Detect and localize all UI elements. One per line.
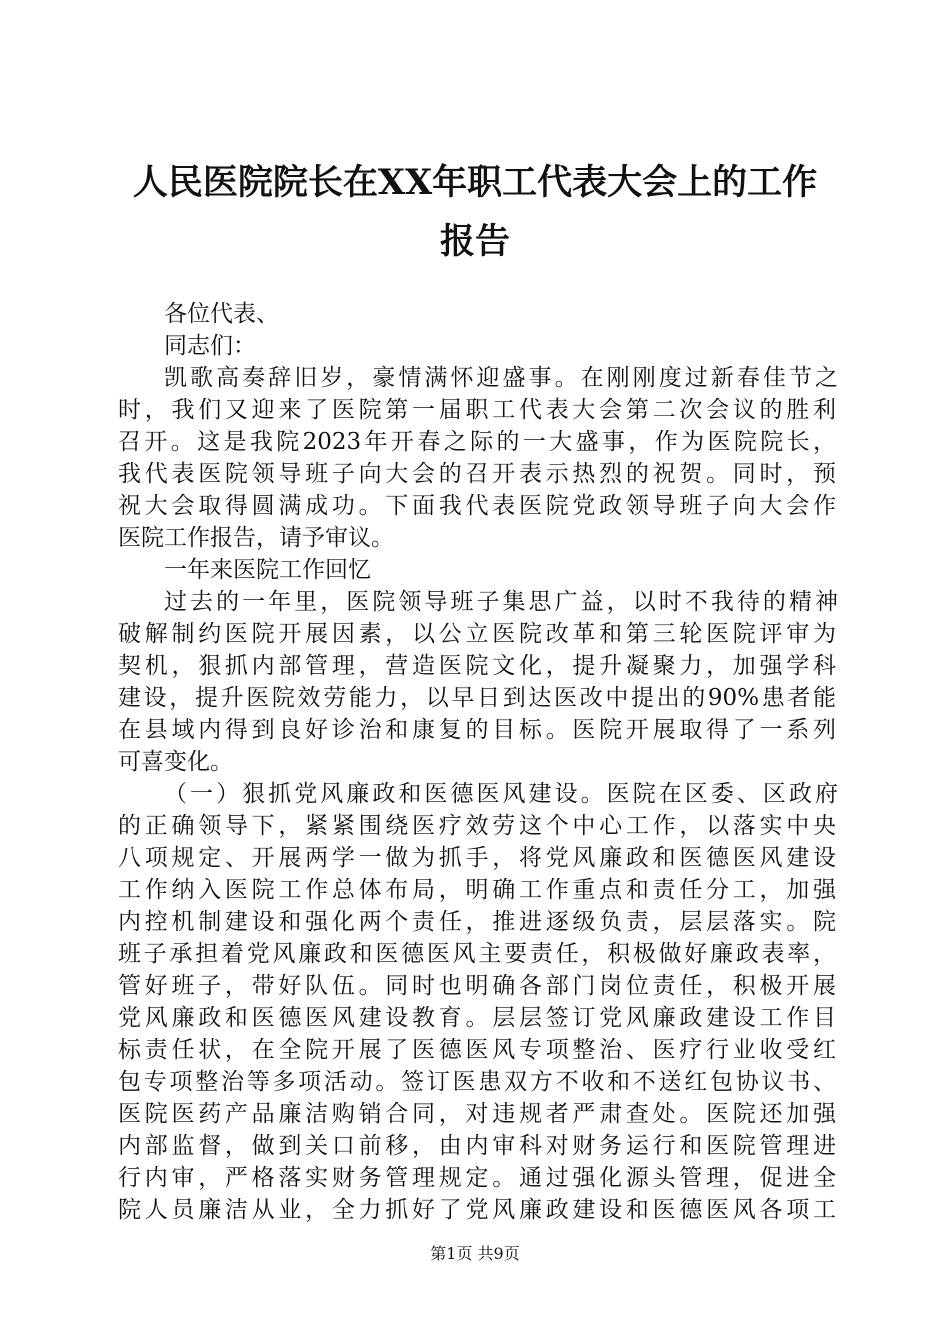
paragraph-line: 祝大会取得圆满成功。下面我代表医院党政领导班子向大会作 — [118, 493, 836, 519]
section-heading: 一年来医院工作回忆 — [164, 557, 371, 583]
paragraph-line: 契机，狠抓内部管理，营造医院文化，提升凝聚力，加强学科 — [118, 653, 836, 679]
paragraph-line: 八项规定、开展两学一做为抓手，将党风廉政和医德医风建设 — [118, 845, 836, 871]
paragraph-line: 行内审，严格落实财务管理规定。通过强化源头管理，促进全 — [118, 1165, 836, 1191]
paragraph-line: 内控机制建设和强化两个责任，推进逐级负责，层层落实。院 — [118, 909, 836, 935]
paragraph-line: 过去的一年里，医院领导班子集思广益，以时不我待的精神 — [164, 589, 838, 615]
paragraph-line: 班子承担着党风廉政和医德医风主要责任，积极做好廉政表率， — [118, 941, 836, 967]
salutation-line: 同志们： — [164, 333, 256, 359]
paragraph-line: （一）狠抓党风廉政和医德医风建设。医院在区委、区政府 — [164, 781, 838, 807]
document-title-line-1: 人民医院院长在XX年职工代表大会上的工作 — [132, 162, 818, 203]
paragraph-line: 管好班子，带好队伍。同时也明确各部门岗位责任，积极开展 — [118, 973, 836, 999]
paragraph-line: 时，我们又迎来了医院第一届职工代表大会第二次会议的胜利 — [118, 397, 836, 423]
paragraph-line: 包专项整治等多项活动。签订医患双方不收和不送红包协议书、 — [118, 1069, 836, 1095]
paragraph-line: 破解制约医院开展因素，以公立医院改革和第三轮医院评审为 — [118, 621, 836, 647]
paragraph-line: 我代表医院领导班子向大会的召开表示热烈的祝贺。同时，预 — [118, 461, 836, 487]
paragraph-line: 内部监督，做到关口前移，由内审科对财务运行和医院管理进 — [118, 1133, 836, 1159]
paragraph-line: 院人员廉洁从业，全力抓好了党风廉政建设和医德医风各项工 — [118, 1197, 836, 1223]
page-number-footer: 第1页 共9页 — [430, 1244, 520, 1263]
paragraph-line: 的正确领导下，紧紧围绕医疗效劳这个中心工作，以落实中央 — [118, 813, 836, 839]
paragraph-line: 召开。这是我院2023年开春之际的一大盛事，作为医院院长， — [118, 429, 836, 455]
paragraph-line: 医院工作报告，请予审议。 — [118, 525, 394, 551]
paragraph-line: 建设，提升医院效劳能力，以早日到达医改中提出的90%患者能 — [118, 685, 836, 711]
document-body — [118, 298, 838, 1226]
paragraph-line: 凯歌高奏辞旧岁，豪情满怀迎盛事。在刚刚度过新春佳节之 — [164, 365, 838, 391]
paragraph-line: 医院医药产品廉洁购销合同，对违规者严肃查处。医院还加强 — [118, 1101, 836, 1127]
salutation-line: 各位代表、 — [164, 301, 279, 327]
paragraph-line: 标责任状，在全院开展了医德医风专项整治、医疗行业收受红 — [118, 1037, 836, 1063]
paragraph-line: 工作纳入医院工作总体布局，明确工作重点和责任分工，加强 — [118, 877, 836, 903]
document-title-line-2: 报告 — [439, 221, 510, 262]
paragraph-line: 可喜变化。 — [118, 749, 233, 775]
paragraph-line: 在县域内得到良好诊治和康复的目标。医院开展取得了一系列 — [118, 717, 836, 743]
paragraph-line: 党风廉政和医德医风建设教育。层层签订党风廉政建设工作目 — [118, 1005, 836, 1031]
